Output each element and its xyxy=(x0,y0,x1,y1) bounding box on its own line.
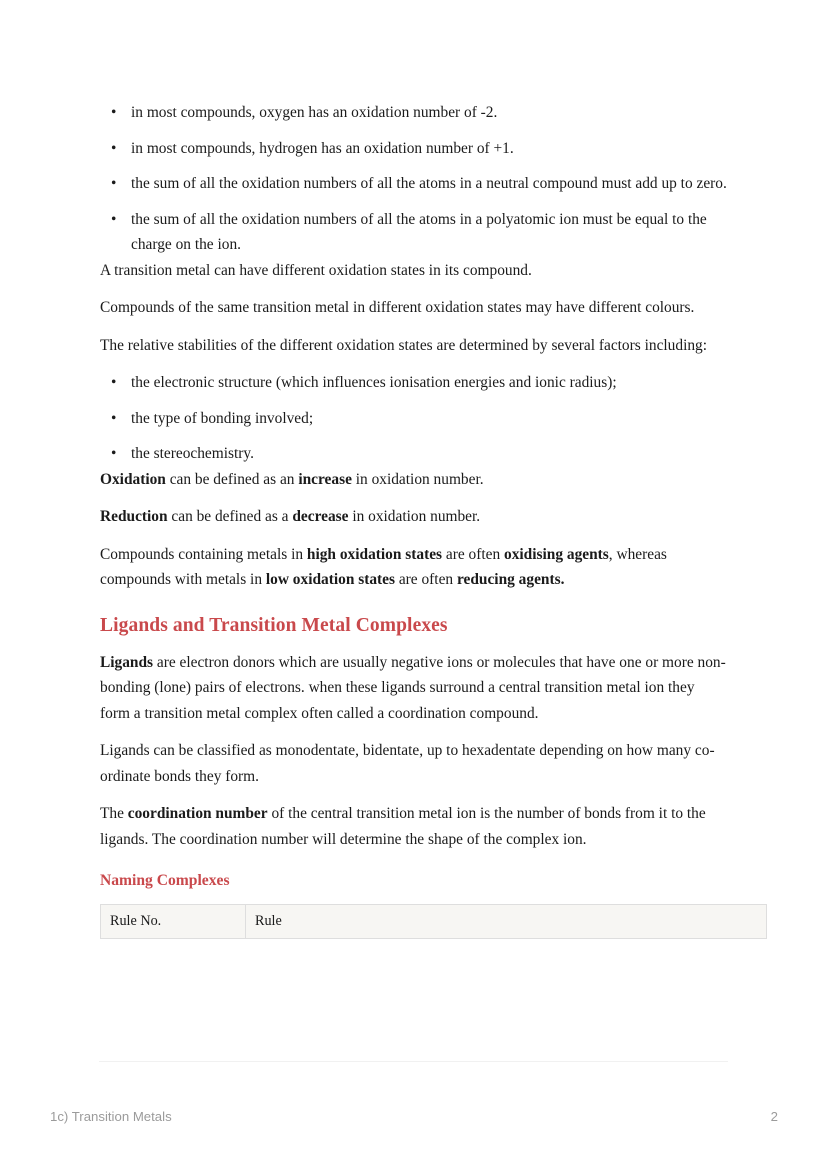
emphasis-low-oxidation-states: low oxidation states xyxy=(265,571,395,588)
naming-rules-table xyxy=(100,904,767,939)
emphasis-increase: increase xyxy=(298,470,352,488)
paragraph-reduction-definition xyxy=(100,504,728,530)
term-ligands: Ligands xyxy=(100,653,154,671)
oxidation-tail-text: in oxidation number. xyxy=(351,470,484,488)
paragraph-oxidation-definition xyxy=(100,467,728,493)
list-item-text: in most compounds, oxygen has an oxidation number of -2. xyxy=(131,104,498,121)
emphasis-decrease: decrease xyxy=(292,508,349,525)
bullet-icon: • xyxy=(111,139,117,157)
document-content xyxy=(100,100,728,939)
bullet-icon: • xyxy=(111,409,117,427)
footer-divider xyxy=(99,1061,728,1062)
bullet-icon: • xyxy=(111,445,117,462)
paragraph-ligands-definition xyxy=(100,650,728,727)
section-heading-ligands: Ligands and Transition Metal Complexes xyxy=(100,614,448,636)
reduction-mid-text: can be defined as a xyxy=(167,508,293,525)
list-item-text: in most compounds, hydrogen has an oxidation number of +1. xyxy=(131,139,514,157)
reduction-tail-text: in oxidation number. xyxy=(348,508,481,525)
term-oxidation: Oxidation xyxy=(100,470,166,488)
list-item-text: the electronic structure (which influences ionisation energies and ionic radius); xyxy=(131,374,617,391)
list-item xyxy=(100,171,728,197)
stability-factors-list xyxy=(100,370,728,467)
bullet-icon: • xyxy=(111,374,117,391)
paragraph-oxidising-reducing-agents xyxy=(100,542,728,593)
list-item-text: the type of bonding involved; xyxy=(131,409,314,427)
bullet-icon: • xyxy=(111,210,117,228)
footer-page-number: 2 xyxy=(770,1109,778,1124)
list-item xyxy=(100,100,728,126)
list-item-text: the sum of all the oxidation numbers of all the atoms in a neutral compound must add up to zero. xyxy=(131,175,727,192)
page-footer xyxy=(50,1108,778,1126)
paragraph-relative-stabilities: The relative stabilities of the different oxidation states are determined by several factors including: xyxy=(100,336,708,354)
list-item xyxy=(100,207,728,258)
paragraph-coordination-number xyxy=(100,801,728,852)
bullet-icon: • xyxy=(111,104,117,121)
bullet-icon: • xyxy=(111,175,117,192)
column-header-rule: Rule xyxy=(246,905,767,939)
paragraph-transition-metal-states: A transition metal can have different oxidation states in its compound. xyxy=(100,261,532,279)
list-item xyxy=(100,406,728,432)
agents-text-2: are often xyxy=(442,545,504,563)
list-item xyxy=(100,370,728,396)
emphasis-high-oxidation-states: high oxidation states xyxy=(306,545,443,563)
section-heading-naming-complexes: Naming Complexes xyxy=(100,872,230,889)
paragraph-ligand-classification: Ligands can be classified as monodentate, bidentate, up to hexadentate depending on how many co-ordinate bonds they form. xyxy=(100,742,715,785)
list-item xyxy=(100,441,728,467)
emphasis-reducing-agents: reducing agents. xyxy=(456,571,565,588)
table-header-row xyxy=(101,905,767,939)
list-item-text: the sum of all the oxidation numbers of all the atoms in a polyatomic ion must be equal to the charge on the ion. xyxy=(131,210,707,253)
footer-document-title: 1c) Transition Metals xyxy=(50,1109,172,1124)
agents-text-3: , whereas compounds with metals in xyxy=(100,545,667,588)
table-header xyxy=(101,905,767,939)
ligands-body-text: are electron donors which are usually negative ions or molecules that have one or more non-bonding (lone) pairs of electrons. when these ligands surround a central transition metal ion they form a transition metal complex often called a coordination compound. xyxy=(100,653,726,722)
agents-text-4: are often xyxy=(395,571,457,588)
emphasis-coordination-number: coordination number xyxy=(127,805,268,822)
list-item-text: the stereochemistry. xyxy=(131,445,254,462)
column-header-rule-no: Rule No. xyxy=(101,905,246,939)
term-reduction: Reduction xyxy=(100,508,168,525)
oxidation-mid-text: can be defined as an xyxy=(165,470,299,488)
emphasis-oxidising-agents: oxidising agents xyxy=(504,545,609,563)
oxidation-rules-list xyxy=(100,100,728,258)
list-item xyxy=(100,136,728,162)
agents-text-1: Compounds containing metals in xyxy=(100,545,307,563)
paragraph-colours: Compounds of the same transition metal in different oxidation states may have different colours. xyxy=(100,299,695,316)
coordination-text-2: of the central transition metal ion is the number of bonds from it to the ligands. The coordination number will determine the shape of the complex ion. xyxy=(100,805,706,848)
coordination-text-1: The xyxy=(100,805,128,822)
